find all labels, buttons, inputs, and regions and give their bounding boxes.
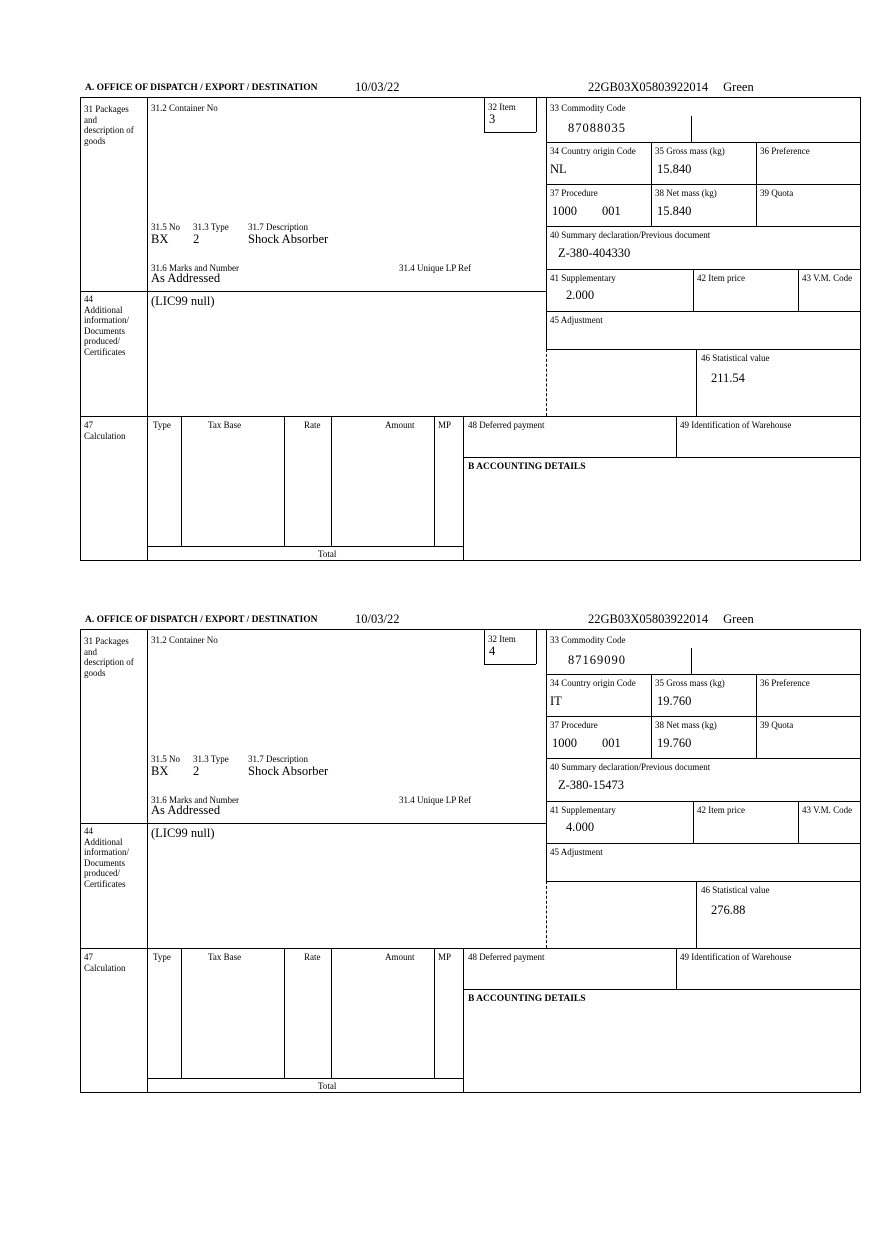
divider-line — [463, 948, 464, 1092]
previous-document-value: Z-380-15473 — [558, 778, 624, 792]
divider-line — [536, 630, 537, 664]
box38-net-mass-label: 38 Net mass (kg) — [655, 720, 717, 730]
box44-number: 44 — [84, 826, 93, 836]
procedure-extension-value: 001 — [602, 204, 621, 218]
package-kind-value: BX — [151, 232, 169, 246]
divider-line-dashed — [546, 349, 547, 416]
calc-col-mp-header: MP — [438, 952, 452, 962]
total-row-line — [147, 1078, 463, 1079]
package-kind-value: BX — [151, 764, 169, 778]
box49-warehouse-label: 49 Identification of Warehouse — [680, 952, 792, 962]
divider-line — [147, 98, 148, 560]
table-column-line — [434, 948, 435, 1078]
divider-line — [484, 132, 536, 133]
box31-packages-label: 31 Packages and description of goods — [84, 104, 134, 146]
calc-col-type-header: Type — [153, 952, 171, 962]
movement-reference — [588, 80, 754, 95]
divider-line — [546, 142, 860, 143]
divider-line — [463, 989, 860, 990]
goods-description-value: Shock Absorber — [248, 232, 329, 246]
table-column-line — [331, 948, 332, 1078]
commodity-code-tick-line — [691, 116, 692, 142]
box47-calculation-label: 47 Calculation — [84, 952, 126, 973]
divider-line-dashed — [546, 881, 547, 948]
procedure-code-value: 1000 — [552, 204, 577, 218]
calc-col-rate-header: Rate — [304, 420, 321, 430]
calc-col-rate-header: Rate — [304, 952, 321, 962]
procedure-code-value: 1000 — [552, 736, 577, 750]
box48-deferred-payment-label: 48 Deferred payment — [468, 952, 545, 962]
box36-preference-label: 36 Preference — [760, 146, 810, 156]
table-column-line — [434, 416, 435, 546]
divider-line — [546, 349, 860, 350]
box31-3-type-label: 31.3 Type — [193, 222, 229, 232]
divider-line — [484, 630, 485, 664]
calc-total-label: Total — [318, 549, 337, 559]
gross-mass-value: 15.840 — [657, 162, 692, 176]
office-of-dispatch-heading: A. OFFICE OF DISPATCH / EXPORT / DESTINATION — [85, 83, 318, 93]
divider-line — [693, 801, 694, 843]
box35-gross-mass-label: 35 Gross mass (kg) — [655, 146, 725, 156]
commodity-code-value: 87169090 — [568, 653, 626, 667]
box31-7-description-label: 31.7 Description — [248, 754, 308, 764]
divider-line — [696, 881, 697, 948]
movement-reference — [588, 612, 754, 627]
box32-item-label: 32 Item — [488, 102, 516, 112]
box31-6-marks-label: 31.6 Marks and Number — [151, 795, 239, 805]
box31-2-container-no-label: 31.2 Container No — [151, 635, 218, 645]
net-mass-value: 19.760 — [657, 736, 692, 750]
table-column-line — [284, 948, 285, 1078]
box44-text: Additional information/ Documents produced/ Certificates — [84, 836, 129, 890]
box31-7-description-label: 31.7 Description — [248, 222, 308, 232]
box42-item-price-label: 42 Item price — [697, 273, 745, 283]
box44-additional-info-label — [84, 826, 140, 890]
table-column-line — [181, 948, 182, 1078]
divider-line — [546, 674, 860, 675]
item-number-value: 3 — [489, 112, 496, 126]
divider-line — [546, 881, 860, 882]
divider-line — [546, 758, 860, 759]
table-column-line — [284, 416, 285, 546]
package-count-value: 2 — [193, 764, 200, 778]
mrn-value: 22GB03X05803922014 — [588, 80, 709, 94]
box41-supplementary-label: 41 Supplementary — [550, 805, 616, 815]
box47-calculation-label: 47 Calculation — [84, 420, 126, 441]
box32-item-label: 32 Item — [488, 634, 516, 644]
box33-commodity-code-label: 33 Commodity Code — [550, 635, 626, 645]
marks-and-number-value: As Addressed — [151, 803, 221, 817]
sad-form-box — [80, 629, 861, 1093]
box34-country-origin-label: 34 Country origin Code — [550, 678, 636, 688]
divider-line — [81, 416, 860, 417]
box43-vm-code-label: 43 V.M. Code — [802, 273, 853, 283]
divider-line — [81, 948, 860, 949]
box39-quota-label: 39 Quota — [760, 720, 794, 730]
routing-status-value: Green — [723, 612, 754, 626]
box41-supplementary-label: 41 Supplementary — [550, 273, 616, 283]
box35-gross-mass-label: 35 Gross mass (kg) — [655, 678, 725, 688]
box31-5-no-label: 31.5 No — [151, 222, 180, 232]
declaration-date-value: 10/03/22 — [355, 80, 400, 94]
supplementary-units-value: 2.000 — [566, 288, 595, 302]
divider-line — [798, 269, 799, 311]
country-origin-value: IT — [550, 694, 562, 708]
box31-3-type-label: 31.3 Type — [193, 754, 229, 764]
box40-summary-declaration-label: 40 Summary declaration/Previous document — [550, 762, 711, 772]
box46-statistical-value-label: 46 Statistical value — [701, 885, 770, 895]
box40-summary-declaration-label: 40 Summary declaration/Previous document — [550, 230, 711, 240]
divider-line — [693, 269, 694, 311]
procedure-extension-value: 001 — [602, 736, 621, 750]
calc-total-label: Total — [318, 1081, 337, 1091]
box45-adjustment-label: 45 Adjustment — [550, 315, 603, 325]
divider-line — [536, 98, 537, 132]
calc-col-tax-base-header: Tax Base — [208, 952, 242, 962]
net-mass-value: 15.840 — [657, 204, 692, 218]
box31-6-marks-label: 31.6 Marks and Number — [151, 263, 239, 273]
box39-quota-label: 39 Quota — [760, 188, 794, 198]
box43-vm-code-label: 43 V.M. Code — [802, 805, 853, 815]
goods-description-value: Shock Absorber — [248, 764, 329, 778]
divider-line — [546, 269, 860, 270]
box44-number: 44 — [84, 294, 93, 304]
sad-form-box — [80, 97, 861, 561]
additional-info-value: (LIC99 null) — [151, 826, 215, 840]
item-number-value: 4 — [489, 644, 496, 658]
gross-mass-value: 19.760 — [657, 694, 692, 708]
divider-line — [696, 349, 697, 416]
country-origin-value: NL — [550, 162, 567, 176]
box44-text: Additional information/ Documents produced/ Certificates — [84, 304, 129, 358]
total-row-line — [147, 546, 463, 547]
box31-4-unique-lp-ref-label: 31.4 Unique LP Ref — [399, 263, 472, 273]
box31-4-unique-lp-ref-label: 31.4 Unique LP Ref — [399, 795, 472, 805]
divider-line — [546, 801, 860, 802]
divider-line — [81, 823, 546, 824]
customs-item-section — [80, 80, 861, 561]
box45-adjustment-label: 45 Adjustment — [550, 847, 603, 857]
routing-status-value: Green — [723, 80, 754, 94]
box49-warehouse-label: 49 Identification of Warehouse — [680, 420, 792, 430]
box37-procedure-label: 37 Procedure — [550, 188, 598, 198]
statistical-value-value: 276.88 — [711, 903, 746, 917]
commodity-code-tick-line — [691, 648, 692, 674]
commodity-code-value: 87088035 — [568, 121, 626, 135]
divider-line — [676, 416, 677, 457]
calc-col-mp-header: MP — [438, 420, 452, 430]
accounting-details-heading: B ACCOUNTING DETAILS — [468, 994, 586, 1004]
supplementary-units-value: 4.000 — [566, 820, 595, 834]
divider-line — [546, 226, 860, 227]
divider-line — [81, 291, 546, 292]
divider-line — [546, 843, 860, 844]
box37-procedure-label: 37 Procedure — [550, 720, 598, 730]
divider-line — [484, 98, 485, 132]
calc-col-amount-header: Amount — [385, 952, 415, 962]
box31-packages-label: 31 Packages and description of goods — [84, 636, 134, 678]
package-count-value: 2 — [193, 232, 200, 246]
customs-item-section — [80, 612, 861, 1093]
accounting-details-heading: B ACCOUNTING DETAILS — [468, 462, 586, 472]
declaration-date-value: 10/03/22 — [355, 612, 400, 626]
divider-line — [546, 716, 860, 717]
divider-line — [484, 664, 536, 665]
marks-and-number-value: As Addressed — [151, 271, 221, 285]
divider-line — [676, 948, 677, 989]
additional-info-value: (LIC99 null) — [151, 294, 215, 308]
calc-col-tax-base-header: Tax Base — [208, 420, 242, 430]
divider-line — [546, 184, 860, 185]
previous-document-value: Z-380-404330 — [558, 246, 631, 260]
calc-col-amount-header: Amount — [385, 420, 415, 430]
box36-preference-label: 36 Preference — [760, 678, 810, 688]
table-column-line — [181, 416, 182, 546]
table-column-line — [331, 416, 332, 546]
box46-statistical-value-label: 46 Statistical value — [701, 353, 770, 363]
divider-line — [463, 457, 860, 458]
divider-line — [463, 416, 464, 560]
divider-line — [147, 630, 148, 1092]
box33-commodity-code-label: 33 Commodity Code — [550, 103, 626, 113]
office-of-dispatch-heading: A. OFFICE OF DISPATCH / EXPORT / DESTINATION — [85, 615, 318, 625]
box34-country-origin-label: 34 Country origin Code — [550, 146, 636, 156]
calc-col-type-header: Type — [153, 420, 171, 430]
box42-item-price-label: 42 Item price — [697, 805, 745, 815]
box48-deferred-payment-label: 48 Deferred payment — [468, 420, 545, 430]
box31-5-no-label: 31.5 No — [151, 754, 180, 764]
divider-line — [798, 801, 799, 843]
box44-additional-info-label — [84, 294, 140, 358]
box31-2-container-no-label: 31.2 Container No — [151, 103, 218, 113]
statistical-value-value: 211.54 — [711, 371, 745, 385]
divider-line — [546, 311, 860, 312]
box38-net-mass-label: 38 Net mass (kg) — [655, 188, 717, 198]
mrn-value: 22GB03X05803922014 — [588, 612, 709, 626]
